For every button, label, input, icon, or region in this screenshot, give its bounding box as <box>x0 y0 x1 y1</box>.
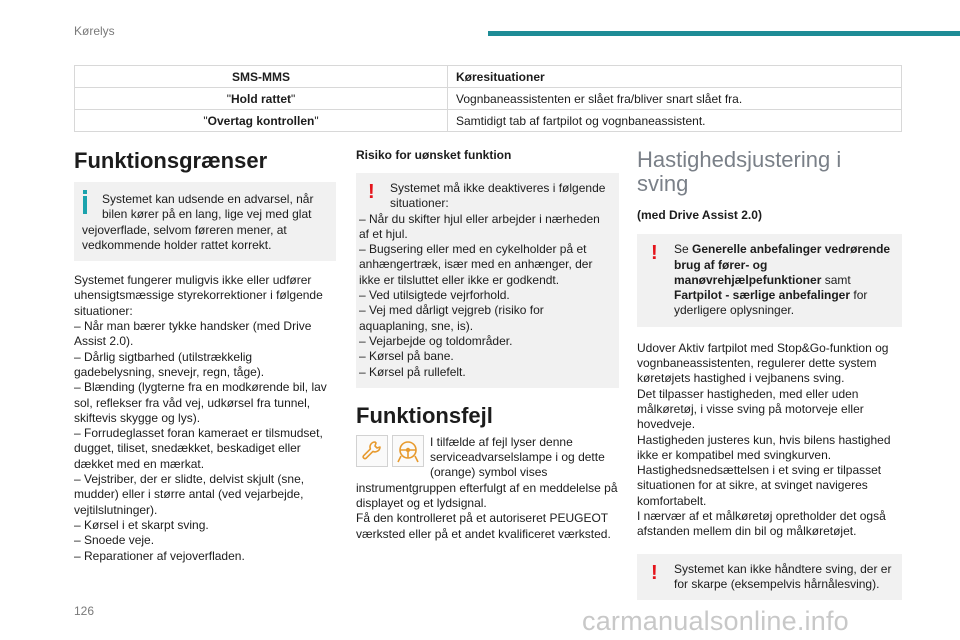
table-cell-message: "Hold rattet" <box>75 88 448 110</box>
section-subheading: (med Drive Assist 2.0) <box>637 208 762 222</box>
table-header-sms: SMS-MMS <box>75 66 448 88</box>
column-right <box>637 148 902 600</box>
wrench-icon <box>356 435 388 467</box>
warn1-text: Se Generelle anbefalinger vedrørende brug af fører- og manøvrehjælpefunktioner samt Fartpilot - særlige anbefalinger for yderligere oplysninger. <box>674 242 891 318</box>
table-row <box>75 110 902 132</box>
header-title: Kørelys <box>74 24 115 38</box>
table-row <box>75 88 902 110</box>
fault-icons <box>356 435 424 467</box>
info-note-first: Systemet kan udsende en advarsel, når bilen kører på en lang, lige vej med glat <box>102 192 314 222</box>
warning-note-recommendations <box>637 234 902 326</box>
info-note-rest: vejoverflade, selvom føreren mener, at vedkommende holder rattet korrekt. <box>82 222 287 252</box>
fault-block <box>356 435 619 542</box>
table-cell-description: Samtidigt tab af fartpilot og vognbaneassistent. <box>448 110 902 132</box>
table-header-situation: Køresituationer <box>448 66 902 88</box>
page-number: 126 <box>74 604 95 618</box>
table-cell-description: Vognbaneassistenten er slået fra/bliver snart slået fra. <box>448 88 902 110</box>
column-middle <box>356 148 619 542</box>
table-header-row <box>75 66 902 88</box>
warning-note-sharp-curves <box>637 554 902 601</box>
header-accent-bar <box>488 31 960 36</box>
sms-table <box>74 65 902 132</box>
warning-icon: ! <box>651 561 658 584</box>
warning-note <box>356 173 619 388</box>
fault-text-rest: (orange) symbol vises instrumentgruppen efterfulgt af en meddelelse på displayet og et lydsignal. Få den kontrolleret på et autoriseret PEUGEOT værksted eller på et andet kvalificeret værksted. <box>356 465 618 541</box>
table-cell-message: "Overtag kontrollen" <box>75 110 448 132</box>
warn2-text: Systemet kan ikke håndtere sving, der er for skarpe (eksempelvis hårnålesving). <box>674 561 892 591</box>
section-heading-fault: Funktionsfejl <box>356 402 493 428</box>
section-heading-risk: Risiko for uønsket funktion <box>356 148 512 162</box>
fault-text-first: I tilfælde af fejl lyser denne serviceadvarselslampe i og dette <box>430 434 605 465</box>
limits-body: Systemet fungerer muligvis ikke eller udfører uhensigtsmæssige styrekorrektioner i følgende situationer: – Når man bærer tykke handsker (med Drive Assist 2.0). – Dårlig sigtbarhed (utilstrækkelig gadebelysning, snevejr, regn, tåge). – Blænding (lygterne fra en modkørende bil, lav sol, reflekser fra våd vej, udkørsel fra tunnel, skiftevis skygge og lys). – Forrudeglasset foran kameraet er tilsmudset, dugget, tiliset, snedækket, beskadiget eller dækket med en mærkat. – Vejstriber, der er slidte, delvist skjult (sne, mudder) eller i større antal (ved vejarbejde, vejtilslutninger). – Kørsel i et skarpt sving. – Snoede veje. – Reparationer af vejoverfladen. <box>74 273 327 563</box>
warning-note-rest: – Når du skifter hjul eller arbejder i nærheden af et hjul. – Bugsering eller med en cykelholder på et anhængertræk, især med en anhænger, der ikke er tilsluttet eller ikke er godkendt. – Ved utilsigtede vejrforhold. – Vej med dårligt vejgreb (risiko for aquaplaning, sne, is). – Vejarbejde og toldområder. – Kørsel på bane. – Kørsel på rullefelt. <box>359 211 600 379</box>
info-note <box>74 182 336 261</box>
warning-icon: ! <box>368 181 375 203</box>
watermark: carmanualsonline.info <box>582 606 849 636</box>
info-icon <box>83 196 87 214</box>
warning-note-first: Systemet må ikke deaktiveres i følgende situationer: <box>390 181 606 211</box>
column-left <box>74 148 336 564</box>
curve-speed-body: Udover Aktiv fartpilot med Stop&Go-funktion og vognbaneassistenten, regulerer dette system køretøjets hastighed i vejbanens sving. Det tilpasser hastigheden, med eller uden målkøretøj, i visse sving på motorveje eller hovedveje. Hastigheden justeres kun, hvis bilens hastighed ikke er kompatibel med svingkurven. Hastighedsnedsættelsen i et sving er tilpasset situationen for at sikre, at svinget navigeres komfortabelt. I nærvær af et målkøretøj opretholder det også afstanden mellem din bil og målkøretøjet. <box>637 340 891 539</box>
warning-icon: ! <box>651 242 658 265</box>
lane-assist-icon <box>392 435 424 467</box>
section-heading-limits: Funktionsgrænser <box>74 148 268 173</box>
section-heading-curve-speed: Hastighedsjustering i sving <box>637 147 842 196</box>
